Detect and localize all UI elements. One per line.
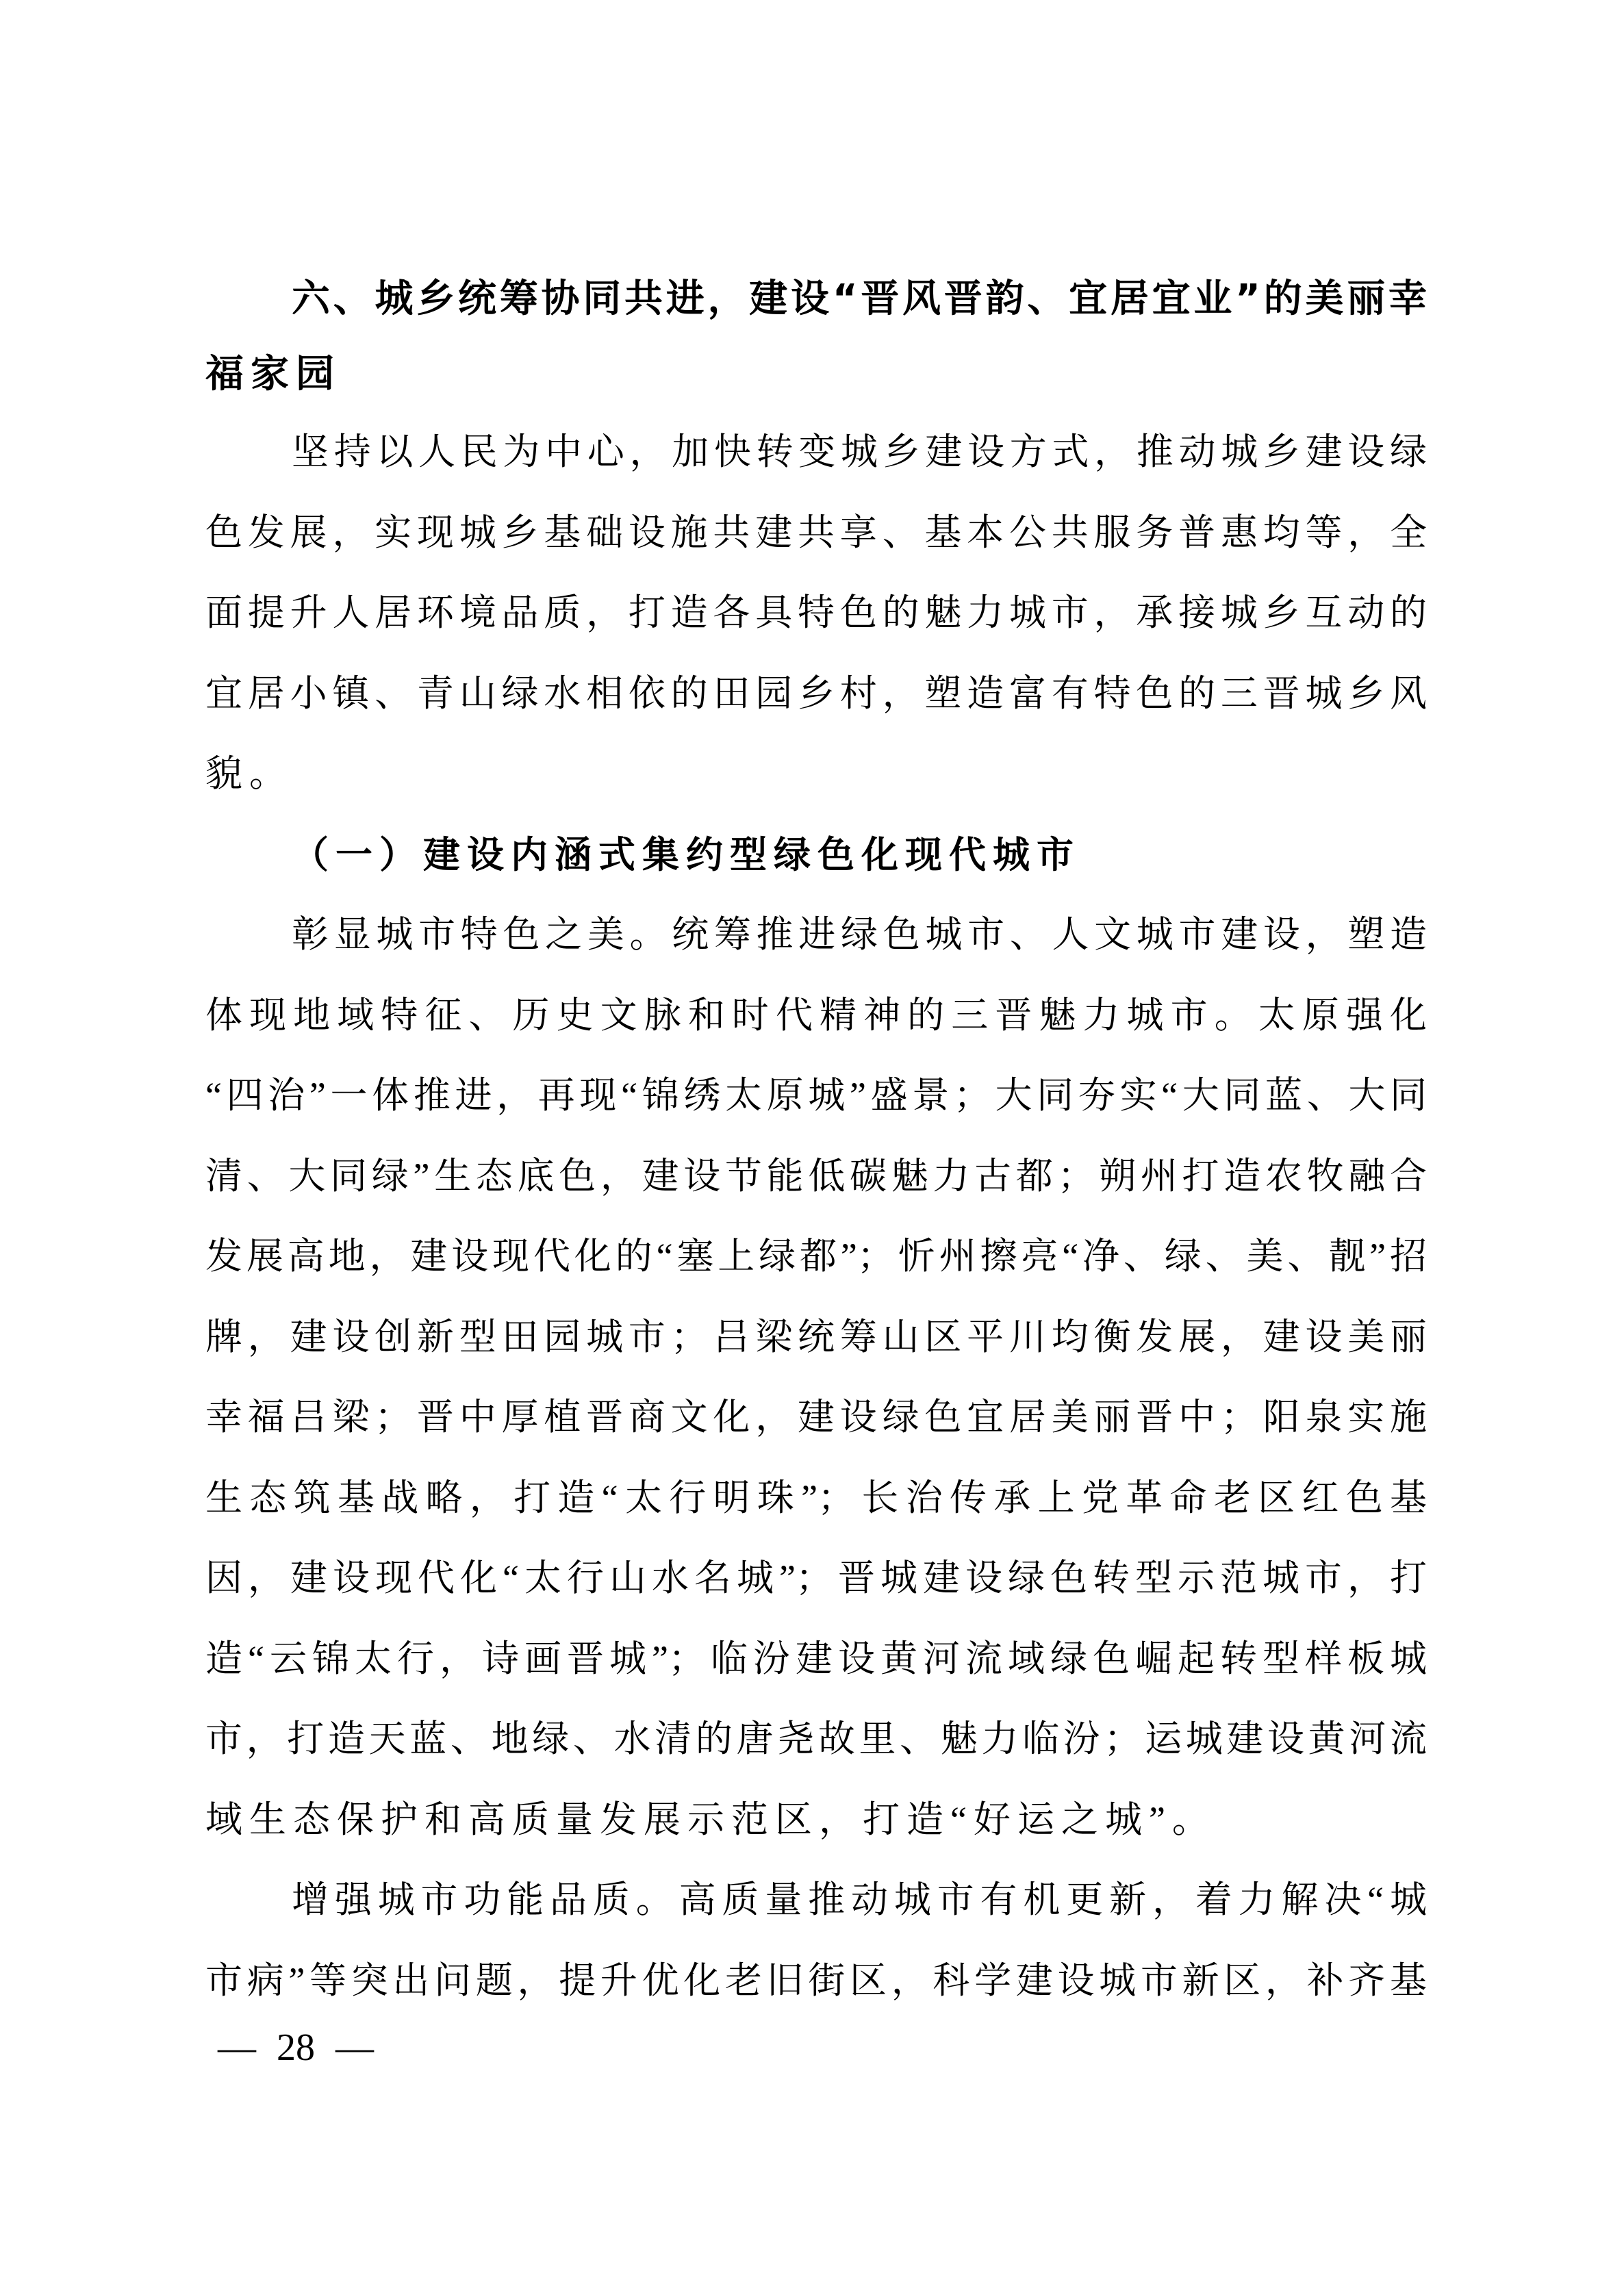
paragraph-line: 域生态保护和高质量发展示范区，打造“好运之城”。 (205, 1798, 1216, 1840)
paragraph-line: 清、大同绿”生态底色，建设节能低碳魅力古都；朔州打造农牧融合 (205, 1155, 1427, 1197)
subsection-heading: （一）建设内涵式集约型绿色化现代城市 (292, 832, 1080, 876)
paragraph-line: 貌。 (205, 753, 293, 794)
paragraph-line: 市病”等突出问题，提升优化老旧街区，科学建设城市新区，补齐基 (205, 1959, 1427, 2001)
paragraph-line: 发展高地，建设现代化的“塞上绿都”；忻州擦亮“净、绿、美、靓”招 (205, 1236, 1427, 1277)
paragraph-line: 宜居小镇、青山绿水相依的田园乡村，塑造富有特色的三晋城乡风 (205, 672, 1427, 714)
paragraph-line: 造“云锦太行，诗画晋城”；临汾建设黄河流域绿色崛起转型样板城 (205, 1638, 1427, 1679)
footer-page-number: 28 (277, 2026, 315, 2069)
paragraph-line: 幸福吕梁；晋中厚植晋商文化，建设绿色宜居美丽晋中；阳泉实施 (205, 1397, 1427, 1438)
paragraph-line: 牌，建设创新型田园城市；吕梁统筹山区平川均衡发展，建设美丽 (205, 1316, 1427, 1358)
paragraph-line: 因，建设现代化“太行山水名城”；晋城建设绿色转型示范城市，打 (205, 1557, 1427, 1599)
paragraph-line: “四治”一体推进，再现“锦绣太原城”盛景；大同夯实“大同蓝、大同 (205, 1075, 1427, 1116)
paragraph-line: 面提升人居环境品质，打造各具特色的魅力城市，承接城乡互动的 (205, 592, 1427, 633)
paragraph-line: 生态筑基战略，打造“太行明珠”；长治传承上党革命老区红色基 (205, 1477, 1427, 1518)
footer-dash-left: — (218, 2026, 256, 2069)
paragraph-line: 坚持以人民为中心，加快转变城乡建设方式，推动城乡建设绿 (292, 431, 1427, 472)
paragraph-line: 体现地域特征、历史文脉和时代精神的三晋魅力城市。太原强化 (205, 994, 1427, 1036)
document-body (205, 262, 1427, 2021)
paragraph-line: 色发展，实现城乡基础设施共建共享、基本公共服务普惠均等，全 (205, 511, 1427, 553)
section-heading-line-1: 六、城乡统筹协同共进，建设“晋风晋韵、宜居宜业”的美丽幸 (292, 277, 1427, 321)
footer-dash-right: — (335, 2026, 374, 2069)
paragraph-line: 市，打造天蓝、地绿、水清的唐尧故里、魅力临汾；运城建设黄河流 (205, 1718, 1427, 1759)
paragraph-line: 增强城市功能品质。高质量推动城市有机更新，着力解决“城 (292, 1879, 1427, 1920)
page-footer (218, 2024, 374, 2072)
paragraph-line: 彰显城市特色之美。统筹推进绿色城市、人文城市建设，塑造 (292, 914, 1427, 955)
section-heading-line-2: 福家园 (205, 352, 341, 396)
